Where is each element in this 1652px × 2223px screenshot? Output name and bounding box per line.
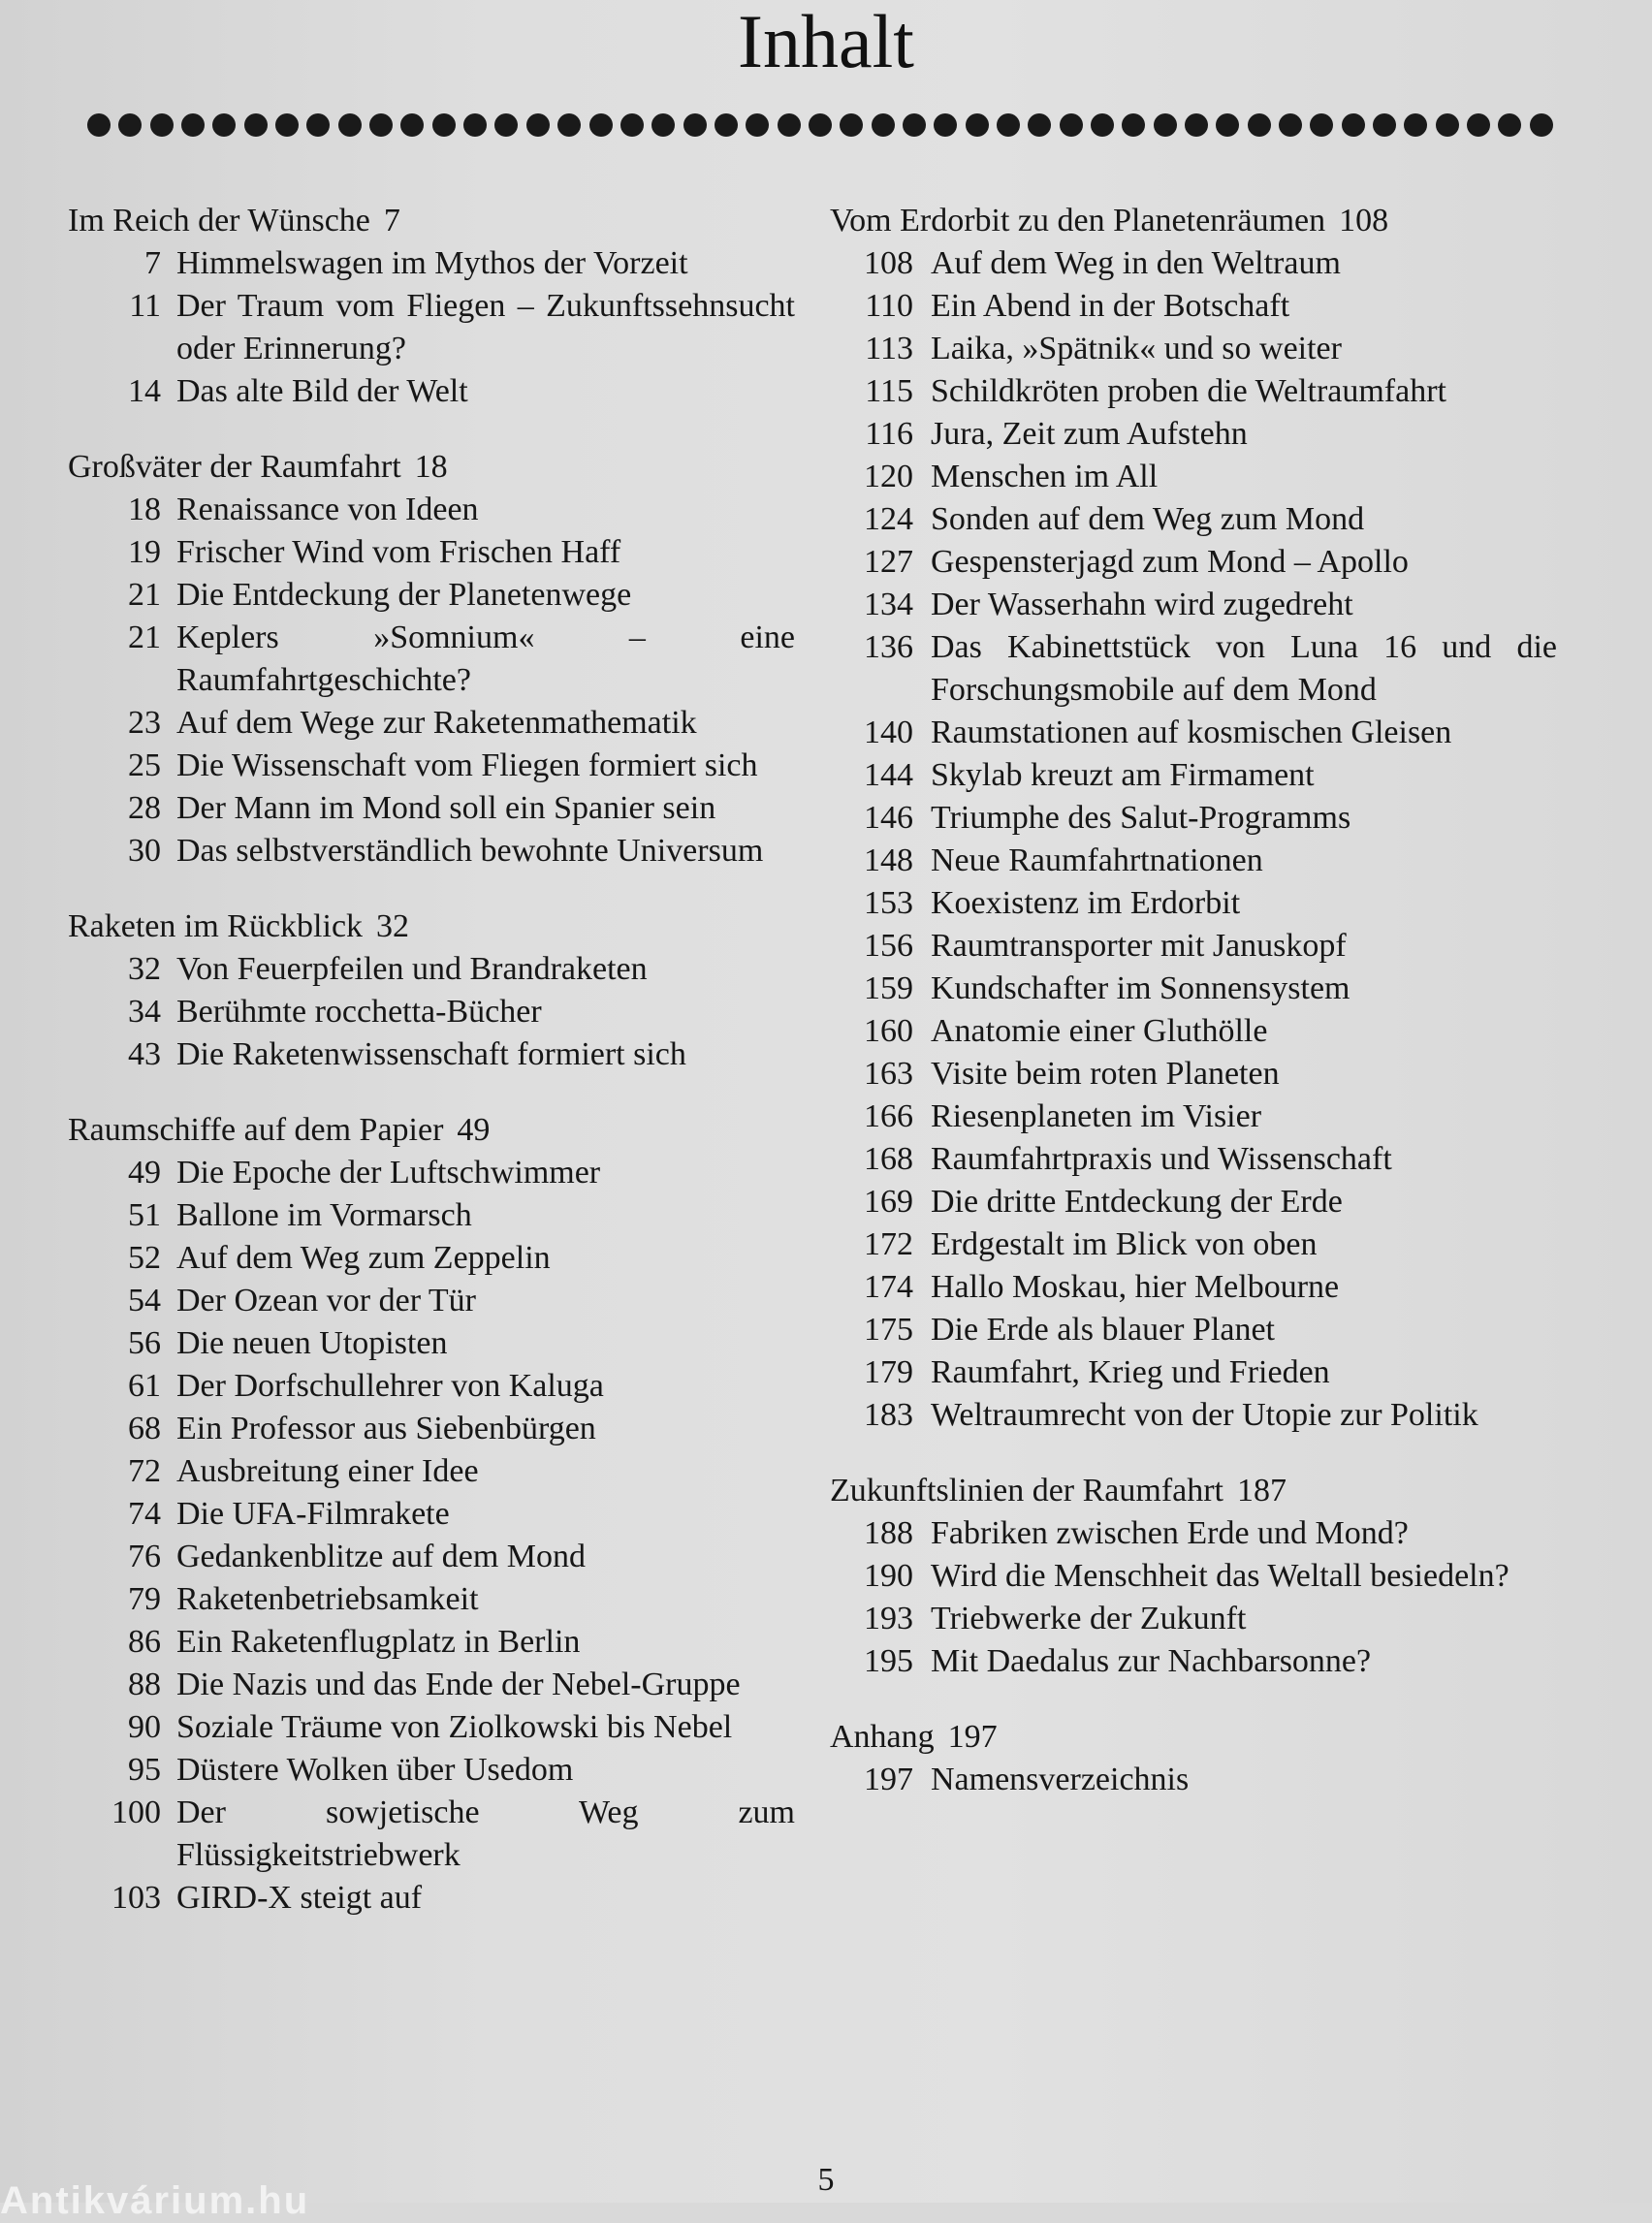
toc-entry bbox=[830, 1309, 1557, 1351]
toc-entry bbox=[830, 456, 1557, 498]
section-page-number: 7 bbox=[383, 203, 400, 238]
ornament-dot bbox=[463, 113, 487, 137]
entry-title: Von Feuerpfeilen und Brandraketen bbox=[176, 951, 648, 987]
entry-page-number: 90 bbox=[128, 1709, 161, 1745]
section-title: Im Reich der Wünsche bbox=[68, 203, 370, 238]
toc-entry bbox=[830, 1394, 1557, 1437]
toc-entry bbox=[830, 1640, 1557, 1683]
entry-title: Die Epoche der Luftschwimmer bbox=[176, 1155, 601, 1191]
entry-page-number: 61 bbox=[128, 1368, 161, 1404]
watermark-logo: Antikvárium.hu bbox=[0, 2179, 310, 2222]
entry-title: Wird die Menschheit das Weltall besiedeln? bbox=[931, 1558, 1509, 1594]
toc-entry bbox=[68, 531, 795, 574]
entry-title: Visite beim roten Planeten bbox=[931, 1056, 1280, 1092]
section-page-number: 18 bbox=[414, 449, 448, 485]
toc-entry bbox=[830, 968, 1557, 1010]
toc-entry bbox=[68, 1033, 795, 1076]
ornament-dot bbox=[966, 113, 989, 137]
ornament-dot bbox=[1404, 113, 1427, 137]
section-heading bbox=[68, 446, 795, 489]
entry-page-number: 120 bbox=[864, 459, 913, 494]
toc-entry bbox=[68, 1322, 795, 1365]
toc-entry bbox=[68, 1450, 795, 1493]
section-title: Raketen im Rückblick bbox=[68, 908, 364, 944]
entry-title: Erdgestalt im Blick von oben bbox=[931, 1226, 1318, 1262]
section-page-number: 187 bbox=[1237, 1473, 1287, 1508]
ornament-dot bbox=[778, 113, 801, 137]
entry-page-number: 190 bbox=[864, 1558, 913, 1594]
entry-page-number: 144 bbox=[864, 757, 913, 793]
section-heading bbox=[830, 200, 1557, 242]
entry-page-number: 110 bbox=[865, 288, 913, 324]
toc-entry bbox=[830, 1181, 1557, 1223]
entry-page-number: 7 bbox=[144, 245, 161, 281]
section-title: Raumschiffe auf dem Papier bbox=[68, 1112, 444, 1148]
ornament-dot bbox=[1436, 113, 1459, 137]
toc-entry bbox=[68, 1664, 795, 1706]
ornament-dot bbox=[1060, 113, 1083, 137]
section-title: Großväter der Raumfahrt bbox=[68, 449, 401, 485]
entry-title: Die Raketenwissenschaft formiert sich bbox=[176, 1036, 686, 1072]
entry-title: Frischer Wind vom Frischen Haff bbox=[176, 534, 621, 570]
entry-title: Riesenplaneten im Visier bbox=[931, 1098, 1262, 1134]
entry-page-number: 19 bbox=[128, 534, 161, 570]
entry-page-number: 156 bbox=[864, 928, 913, 964]
toc-entry bbox=[68, 1280, 795, 1322]
ornament-dot bbox=[683, 113, 707, 137]
section-heading bbox=[830, 1470, 1557, 1512]
entry-title: Raumstationen auf kosmischen Gleisen bbox=[931, 715, 1452, 750]
entry-title: Ein Raketenflugplatz in Berlin bbox=[176, 1624, 581, 1660]
entry-page-number: 103 bbox=[111, 1880, 161, 1916]
entry-page-number: 79 bbox=[128, 1581, 161, 1617]
toc-entry bbox=[830, 1010, 1557, 1053]
entry-title: Ein Professor aus Siebenbürgen bbox=[176, 1411, 596, 1446]
toc-section bbox=[830, 1716, 1557, 1801]
toc-entry bbox=[830, 1759, 1557, 1801]
entry-title: Jura, Zeit zum Aufstehn bbox=[931, 416, 1248, 452]
toc-entry bbox=[68, 1621, 795, 1664]
entry-title: Raketenbetriebsamkeit bbox=[176, 1581, 479, 1617]
entry-title: Ballone im Vormarsch bbox=[176, 1197, 472, 1233]
entry-page-number: 193 bbox=[864, 1601, 913, 1636]
entry-page-number: 88 bbox=[128, 1667, 161, 1702]
entry-title: Ein Abend in der Botschaft bbox=[931, 288, 1290, 324]
toc-entry bbox=[68, 242, 795, 285]
entry-page-number: 14 bbox=[128, 373, 161, 409]
entry-title: Weltraumrecht von der Utopie zur Politik bbox=[931, 1397, 1478, 1433]
toc-entry bbox=[68, 787, 795, 830]
entry-title: Menschen im All bbox=[931, 459, 1159, 494]
entry-page-number: 197 bbox=[864, 1762, 913, 1797]
section-heading bbox=[68, 905, 795, 948]
entry-page-number: 115 bbox=[865, 373, 913, 409]
entry-page-number: 148 bbox=[864, 842, 913, 878]
toc-entry bbox=[830, 413, 1557, 456]
entry-title: Hallo Moskau, hier Melbourne bbox=[931, 1269, 1340, 1305]
toc-entry bbox=[68, 830, 795, 873]
ornament-dot bbox=[306, 113, 330, 137]
entry-title: Mit Daedalus zur Nachbarsonne? bbox=[931, 1643, 1372, 1679]
entry-page-number: 166 bbox=[864, 1098, 913, 1134]
ornament-dot bbox=[620, 113, 644, 137]
toc-entry bbox=[830, 1096, 1557, 1138]
ornament-dot bbox=[118, 113, 142, 137]
toc-entry bbox=[68, 948, 795, 991]
entry-title: Der sowjetische Weg zum Flüssigkeitstriebwerk bbox=[176, 1794, 795, 1873]
ornament-dot bbox=[840, 113, 863, 137]
ornament-dot bbox=[150, 113, 174, 137]
entry-title: Koexistenz im Erdorbit bbox=[931, 885, 1241, 921]
entry-title: Triumphe des Salut-Programms bbox=[931, 800, 1351, 836]
toc-entry bbox=[68, 1536, 795, 1578]
entry-title: Der Traum vom Fliegen – Zukunftssehnsucht oder Erinnerung? bbox=[176, 288, 795, 366]
entry-title: Fabriken zwischen Erde und Mond? bbox=[931, 1515, 1409, 1551]
entry-page-number: 163 bbox=[864, 1056, 913, 1092]
entry-page-number: 21 bbox=[128, 577, 161, 613]
ornament-dot bbox=[1028, 113, 1051, 137]
entry-page-number: 159 bbox=[864, 970, 913, 1006]
ornament-dot bbox=[1373, 113, 1396, 137]
ornament-dot bbox=[1248, 113, 1271, 137]
toc-entry bbox=[830, 1053, 1557, 1096]
toc-entry bbox=[68, 1749, 795, 1792]
entry-page-number: 174 bbox=[864, 1269, 913, 1305]
ornament-dot bbox=[557, 113, 581, 137]
entry-page-number: 127 bbox=[864, 544, 913, 580]
toc-section bbox=[68, 1109, 795, 1920]
entry-title: Raumfahrtpraxis und Wissenschaft bbox=[931, 1141, 1392, 1177]
toc-entry bbox=[830, 882, 1557, 925]
entry-page-number: 116 bbox=[865, 416, 913, 452]
ornament-dot bbox=[1091, 113, 1114, 137]
entry-title: Der Dorfschullehrer von Kaluga bbox=[176, 1368, 604, 1404]
toc-entry bbox=[830, 712, 1557, 754]
toc-section bbox=[68, 905, 795, 1076]
entry-title: Soziale Träume von Ziolkowski bis Nebel bbox=[176, 1709, 733, 1745]
toc-entry bbox=[68, 1578, 795, 1621]
entry-page-number: 179 bbox=[864, 1354, 913, 1390]
entry-page-number: 100 bbox=[111, 1794, 161, 1830]
entry-title: Die neuen Utopisten bbox=[176, 1325, 448, 1361]
entry-title: Das alte Bild der Welt bbox=[176, 373, 468, 409]
section-heading bbox=[830, 1716, 1557, 1759]
entry-page-number: 168 bbox=[864, 1141, 913, 1177]
entry-page-number: 134 bbox=[864, 587, 913, 622]
toc-entry bbox=[68, 574, 795, 617]
entry-page-number: 124 bbox=[864, 501, 913, 537]
toc-entry bbox=[68, 489, 795, 531]
entry-title: Namensverzeichnis bbox=[931, 1762, 1190, 1797]
entry-page-number: 51 bbox=[128, 1197, 161, 1233]
section-page-number: 108 bbox=[1339, 203, 1389, 238]
entry-title: Neue Raumfahrtnationen bbox=[931, 842, 1263, 878]
toc-entry bbox=[68, 1792, 795, 1877]
ornament-dot bbox=[526, 113, 550, 137]
ornament-dot bbox=[275, 113, 299, 137]
ornament-dot bbox=[1279, 113, 1302, 137]
ornament-dot bbox=[1342, 113, 1365, 137]
entry-page-number: 56 bbox=[128, 1325, 161, 1361]
page-number: 5 bbox=[817, 2162, 835, 2198]
entry-title: Triebwerke der Zukunft bbox=[931, 1601, 1247, 1636]
toc-entry bbox=[830, 328, 1557, 370]
ornament-dot bbox=[1185, 113, 1208, 137]
entry-title: Ausbreitung einer Idee bbox=[176, 1453, 479, 1489]
entry-title: Das selbstverständlich bewohnte Universum bbox=[176, 833, 764, 869]
toc-entry bbox=[68, 1493, 795, 1536]
entry-title: Raumfahrt, Krieg und Frieden bbox=[931, 1354, 1330, 1390]
section-heading bbox=[68, 1109, 795, 1152]
ornament-dot bbox=[400, 113, 424, 137]
entry-page-number: 153 bbox=[864, 885, 913, 921]
entry-title: Die UFA-Filmrakete bbox=[176, 1496, 450, 1532]
ornament-dot bbox=[432, 113, 456, 137]
toc-entry bbox=[68, 1365, 795, 1408]
entry-title: Düstere Wolken über Usedom bbox=[176, 1752, 574, 1788]
entry-page-number: 113 bbox=[865, 331, 913, 366]
entry-title: Kundschafter im Sonnensystem bbox=[931, 970, 1350, 1006]
entry-title: Keplers »Somnium« – eine Raumfahrtgeschichte? bbox=[176, 619, 795, 698]
entry-title: Die Nazis und das Ende der Nebel-Gruppe bbox=[176, 1667, 741, 1702]
entry-title: Die Entdeckung der Planetenwege bbox=[176, 577, 632, 613]
toc-entry bbox=[830, 925, 1557, 968]
entry-title: Gedankenblitze auf dem Mond bbox=[176, 1539, 587, 1574]
entry-page-number: 34 bbox=[128, 994, 161, 1030]
entry-page-number: 28 bbox=[128, 790, 161, 826]
entry-page-number: 195 bbox=[864, 1643, 913, 1679]
entry-page-number: 76 bbox=[128, 1539, 161, 1574]
toc-entry bbox=[830, 1266, 1557, 1309]
toc-left-column bbox=[68, 200, 795, 1953]
entry-page-number: 54 bbox=[128, 1283, 161, 1318]
entry-title: Schildkröten proben die Weltraumfahrt bbox=[931, 373, 1446, 409]
entry-title: Berühmte rocchetta-Bücher bbox=[176, 994, 542, 1030]
entry-page-number: 183 bbox=[864, 1397, 913, 1433]
ornament-dot bbox=[494, 113, 518, 137]
toc-entry bbox=[68, 617, 795, 702]
entry-page-number: 86 bbox=[128, 1624, 161, 1660]
entry-title: Der Ozean vor der Tür bbox=[176, 1283, 477, 1318]
ornament-dot bbox=[1530, 113, 1553, 137]
entry-title: GIRD-X steigt auf bbox=[176, 1880, 423, 1916]
toc-section bbox=[830, 1470, 1557, 1683]
toc-entry bbox=[830, 370, 1557, 413]
entry-page-number: 140 bbox=[864, 715, 913, 750]
toc-entry bbox=[830, 626, 1557, 712]
ornament-dot bbox=[903, 113, 926, 137]
entry-page-number: 146 bbox=[864, 800, 913, 836]
toc-entry bbox=[830, 285, 1557, 328]
entry-page-number: 11 bbox=[129, 288, 161, 324]
entry-page-number: 136 bbox=[864, 629, 913, 665]
toc-entry bbox=[830, 1138, 1557, 1181]
entry-title: Die Wissenschaft vom Fliegen formiert sich bbox=[176, 747, 758, 783]
entry-title: Himmelswagen im Mythos der Vorzeit bbox=[176, 245, 688, 281]
ornament-dot bbox=[1498, 113, 1521, 137]
entry-title: Laika, »Spätnik« und so weiter bbox=[931, 331, 1342, 366]
entry-page-number: 23 bbox=[128, 705, 161, 741]
ornament-dot bbox=[809, 113, 832, 137]
entry-page-number: 43 bbox=[128, 1036, 161, 1072]
toc-entry bbox=[68, 1877, 795, 1920]
entry-title: Renaissance von Ideen bbox=[176, 492, 479, 527]
entry-title: Auf dem Weg in den Weltraum bbox=[931, 245, 1341, 281]
entry-page-number: 25 bbox=[128, 747, 161, 783]
section-heading bbox=[68, 200, 795, 242]
entry-title: Gespensterjagd zum Mond – Apollo bbox=[931, 544, 1409, 580]
entry-title: Raumtransporter mit Januskopf bbox=[931, 928, 1347, 964]
entry-page-number: 21 bbox=[128, 619, 161, 655]
toc-entry bbox=[68, 1237, 795, 1280]
section-title: Zukunftslinien der Raumfahrt bbox=[830, 1473, 1224, 1508]
toc-entry bbox=[68, 1152, 795, 1194]
entry-page-number: 72 bbox=[128, 1453, 161, 1489]
section-page-number: 32 bbox=[376, 908, 410, 944]
entry-title: Das Kabinettstück von Luna 16 und die Forschungsmobile auf dem Mond bbox=[931, 629, 1557, 708]
page-title: Inhalt bbox=[738, 0, 914, 83]
toc-entry bbox=[68, 745, 795, 787]
entry-page-number: 30 bbox=[128, 833, 161, 869]
toc-entry bbox=[830, 797, 1557, 840]
entry-page-number: 18 bbox=[128, 492, 161, 527]
toc-entry bbox=[68, 370, 795, 413]
entry-page-number: 74 bbox=[128, 1496, 161, 1532]
ornament-dot bbox=[1122, 113, 1145, 137]
toc-entry bbox=[830, 541, 1557, 584]
entry-page-number: 169 bbox=[864, 1184, 913, 1220]
entry-title: Der Mann im Mond soll ein Spanier sein bbox=[176, 790, 716, 826]
toc-entry bbox=[68, 1408, 795, 1450]
entry-page-number: 175 bbox=[864, 1312, 913, 1348]
entry-page-number: 95 bbox=[128, 1752, 161, 1788]
entry-title: Skylab kreuzt am Firmament bbox=[931, 757, 1315, 793]
ornament-dot bbox=[212, 113, 236, 137]
entry-page-number: 49 bbox=[128, 1155, 161, 1191]
ornament-dot bbox=[746, 113, 769, 137]
ornament-dot bbox=[997, 113, 1020, 137]
ornament-dot bbox=[181, 113, 205, 137]
toc-entry bbox=[68, 1194, 795, 1237]
toc-entry bbox=[830, 1223, 1557, 1266]
entry-title: Der Wasserhahn wird zugedreht bbox=[931, 587, 1353, 622]
entry-page-number: 108 bbox=[864, 245, 913, 281]
toc-entry bbox=[830, 584, 1557, 626]
entry-title: Die Erde als blauer Planet bbox=[931, 1312, 1275, 1348]
toc-entry bbox=[830, 1555, 1557, 1598]
section-title: Vom Erdorbit zu den Planetenräumen bbox=[830, 203, 1326, 238]
section-title: Anhang bbox=[830, 1719, 935, 1755]
ornament-dot bbox=[1310, 113, 1333, 137]
entry-title: Die dritte Entdeckung der Erde bbox=[931, 1184, 1343, 1220]
ornament-dot bbox=[338, 113, 362, 137]
section-page-number: 197 bbox=[947, 1719, 998, 1755]
toc-section bbox=[68, 446, 795, 873]
ornament-dot bbox=[872, 113, 895, 137]
entry-title: Auf dem Wege zur Raketenmathematik bbox=[176, 705, 697, 741]
ornament-dot bbox=[87, 113, 111, 137]
ornament-dot bbox=[589, 113, 613, 137]
section-page-number: 49 bbox=[457, 1112, 491, 1148]
ornament-dot bbox=[715, 113, 738, 137]
toc-entry bbox=[830, 1598, 1557, 1640]
toc-section bbox=[830, 200, 1557, 1437]
toc-entry bbox=[68, 702, 795, 745]
entry-title: Auf dem Weg zum Zeppelin bbox=[176, 1240, 551, 1276]
ornament-dot bbox=[1154, 113, 1177, 137]
ornament-dot bbox=[369, 113, 393, 137]
toc-right-column bbox=[830, 200, 1557, 1834]
entry-page-number: 160 bbox=[864, 1013, 913, 1049]
toc-section bbox=[68, 200, 795, 413]
toc-entry bbox=[68, 285, 795, 370]
toc-entry bbox=[68, 991, 795, 1033]
ornament-dot bbox=[934, 113, 957, 137]
toc-entry bbox=[68, 1706, 795, 1749]
toc-entry bbox=[830, 1512, 1557, 1555]
toc-entry bbox=[830, 242, 1557, 285]
ornament-dot bbox=[244, 113, 268, 137]
entry-title: Sonden auf dem Weg zum Mond bbox=[931, 501, 1365, 537]
entry-page-number: 32 bbox=[128, 951, 161, 987]
ornament-dot bbox=[651, 113, 675, 137]
toc-entry bbox=[830, 754, 1557, 797]
entry-title: Anatomie einer Gluthölle bbox=[931, 1013, 1268, 1049]
entry-page-number: 68 bbox=[128, 1411, 161, 1446]
ornament-dot bbox=[1216, 113, 1239, 137]
dot-ornament-rule bbox=[87, 111, 1553, 140]
entry-page-number: 52 bbox=[128, 1240, 161, 1276]
toc-entry bbox=[830, 1351, 1557, 1394]
toc-entry bbox=[830, 498, 1557, 541]
ornament-dot bbox=[1467, 113, 1490, 137]
entry-page-number: 172 bbox=[864, 1226, 913, 1262]
toc-entry bbox=[830, 840, 1557, 882]
entry-page-number: 188 bbox=[864, 1515, 913, 1551]
